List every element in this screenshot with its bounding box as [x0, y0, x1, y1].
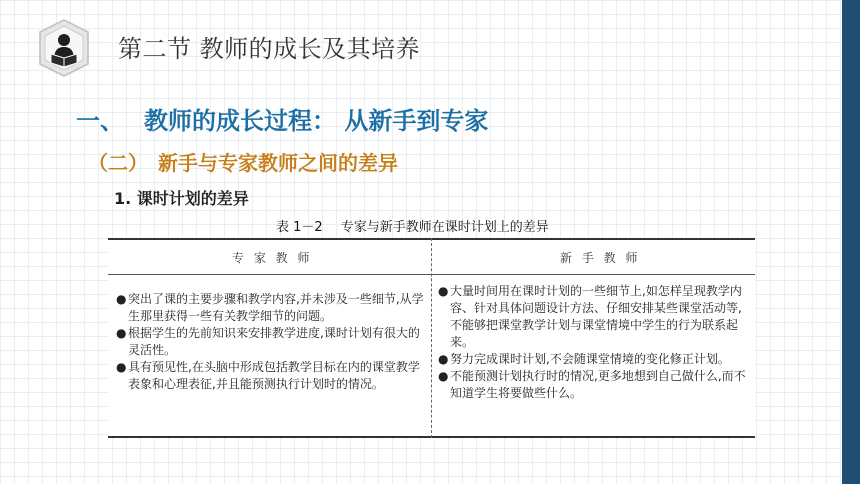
bullet-icon: ●	[438, 352, 449, 366]
heading-level-1	[76, 101, 488, 136]
column-header-novice: 新 手 教 师	[560, 251, 641, 265]
table-caption-text: 专家与新手教师在课时计划上的差异	[340, 220, 549, 235]
heading-2-number: （二）	[88, 151, 148, 175]
column-header-expert: 专 家 教 师	[232, 251, 313, 265]
expert-item: ● 根据学生的先前知识来安排教学进度,课时计划有很大的灵活性。	[116, 326, 420, 357]
heading-1-text: 教师的成长过程： 从新手到专家	[144, 107, 489, 135]
bullet-icon: ●	[438, 369, 449, 383]
expert-cell	[116, 291, 426, 393]
bullet-icon: ●	[116, 292, 127, 306]
bullet-icon: ●	[116, 326, 127, 340]
heading-2-text: 新手与专家教师之间的差异	[158, 151, 398, 175]
right-side-bar	[842, 0, 860, 484]
heading-1-number: 一、	[76, 107, 124, 135]
reading-person-icon	[34, 18, 94, 78]
heading-level-2	[88, 147, 398, 176]
novice-item: ● 努力完成课时计划,不会随课堂情境的变化修正计划。	[438, 352, 730, 366]
novice-item: ● 不能预测计划执行时的情况,更多地想到自己做什么,而不知道学生将要做些什么。	[438, 369, 746, 400]
table-column-divider	[431, 238, 433, 438]
table-caption-number: 表 1－2	[276, 220, 323, 235]
novice-cell	[438, 283, 752, 402]
comparison-table	[108, 238, 755, 438]
expert-item: ● 突出了课的主要步骤和教学内容,并未涉及一些细节,从学生那里获得一些有关教学细节的问题。	[116, 292, 424, 323]
section-title: 第二节 教师的成长及其培养	[118, 35, 421, 63]
bullet-icon: ●	[116, 360, 127, 374]
table-caption	[276, 216, 549, 235]
expert-item: ● 具有预见性,在头脑中形成包括教学目标在内的课堂教学表象和心理表征,并且能预测执行计划时的情况。	[116, 360, 420, 391]
heading-level-3: 1. 课时计划的差异	[114, 189, 249, 208]
bullet-icon: ●	[438, 284, 449, 298]
novice-item: ● 大量时间用在课时计划的一些细节上,如怎样呈现教学内容、针对具体问题设计方法、仔细安排某些课堂活动等,不能够把课堂教学计划与课堂情境中学生的行为联系起来。	[438, 284, 742, 349]
